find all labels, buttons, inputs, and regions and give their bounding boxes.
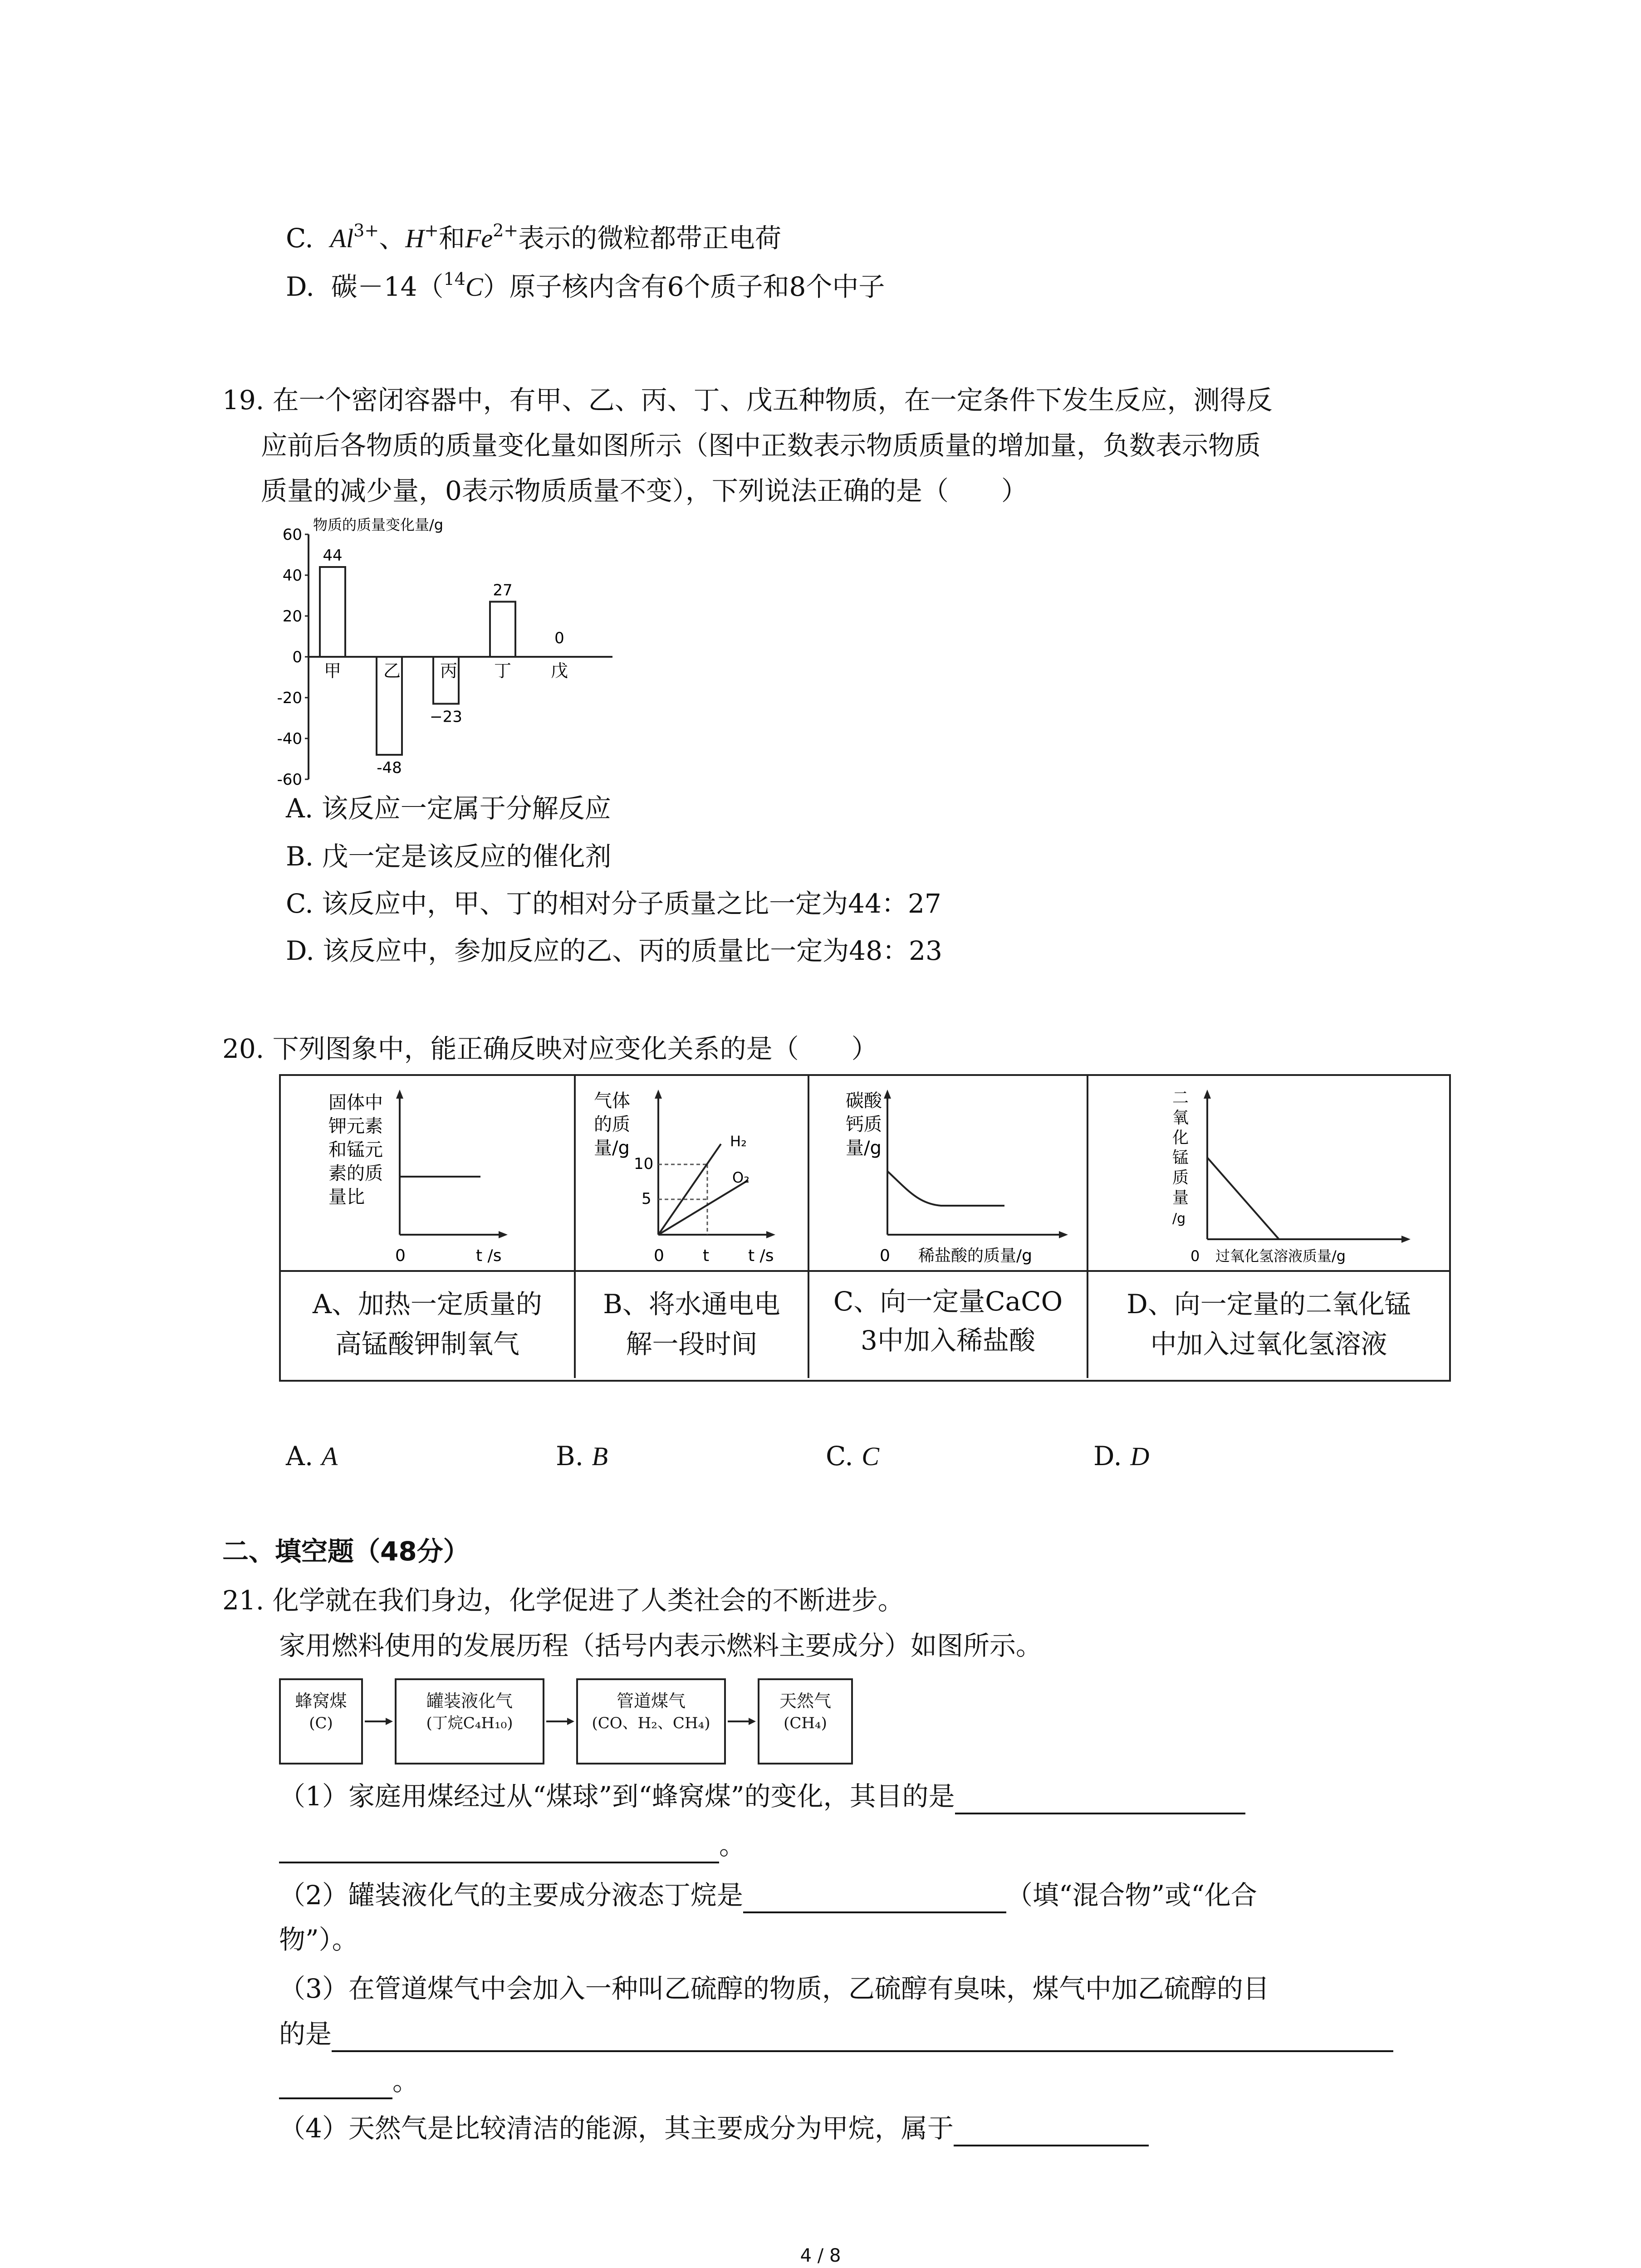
q21-part4: （4）天然气是比较清洁的能源，其主要成分为甲烷，属于	[279, 2110, 1149, 2146]
graph-b-h2-line	[658, 1144, 721, 1235]
caption-cell-c: C、向一定量CaCO 3中加入稀盐酸	[809, 1272, 1088, 1378]
category-label-3: 丁	[494, 661, 512, 681]
data-label-1: -48	[377, 759, 402, 777]
q18-option-c: C. $Al^{3+}$、H+和$Fe^{2+}$表示的微粒都带正电荷	[286, 220, 782, 254]
section2-title: 二、填空题（48分）	[222, 1536, 470, 1567]
bar-chart	[254, 517, 626, 789]
q21-part3-end: 。	[279, 2063, 419, 2099]
q19-stem-line2: 应前后各物质的质量变化量如图所示（图中正数表示物质质量的增加量，负数表示物质	[261, 430, 1261, 461]
q19-stem-line3: 质量的减少量，0表示物质质量不变），下列说法正确的是（ ）	[261, 475, 1028, 506]
y-tick-label-6: -60	[277, 771, 302, 789]
q21-blank-2[interactable]	[743, 1884, 1006, 1913]
category-label-4: 戊	[550, 661, 568, 681]
graph-cell-b	[576, 1076, 809, 1272]
svg-text:量/g: 量/g	[846, 1138, 882, 1158]
y-tick-label-0: 60	[282, 526, 302, 544]
y-tick-label-2: 20	[282, 607, 302, 626]
svg-text:t /s: t /s	[748, 1246, 774, 1265]
y-tick-label-4: -20	[277, 689, 302, 707]
category-label-1: 乙	[383, 661, 401, 681]
svg-text:0: 0	[1190, 1247, 1200, 1265]
q21-blank-3a[interactable]	[332, 2023, 1393, 2052]
q21-part1: （1）家庭用煤经过从“煤球”到“蜂窝煤”的变化，其目的是	[279, 1778, 1245, 1814]
q21-blank-1a[interactable]	[955, 1785, 1245, 1814]
svg-text:化: 化	[1172, 1129, 1189, 1147]
svg-text:H₂: H₂	[730, 1133, 747, 1150]
page-number: 4 / 8	[800, 2245, 841, 2266]
svg-text:0: 0	[880, 1246, 890, 1265]
caption-cell-a: A、加热一定质量的 高锰酸钾制氧气	[281, 1272, 576, 1378]
svg-text:素的质: 素的质	[328, 1163, 383, 1184]
svg-text:钙质: 钙质	[846, 1114, 882, 1135]
svg-text:固体中: 固体中	[328, 1092, 383, 1113]
svg-text:0: 0	[395, 1246, 406, 1265]
q20-option-c[interactable]: C. C	[826, 1441, 879, 1471]
svg-text:量/g: 量/g	[594, 1138, 630, 1158]
q21-line1: 21. 化学就在我们身边，化学促进了人类社会的不断进步。	[222, 1585, 904, 1616]
y-tick-label-5: -40	[277, 730, 302, 748]
q21-part3-cont: 的是	[279, 2016, 1393, 2052]
data-label-2: −23	[430, 708, 462, 726]
q18-option-d: D. 碳－14（$^{14}$C）原子核内含有6个质子和8个中子	[286, 269, 885, 302]
q19-stem-line1: 19. 在一个密闭容器中，有甲、乙、丙、丁、戊五种物质，在一定条件下发生反应，测得反	[222, 385, 1273, 415]
svg-text:锰: 锰	[1172, 1149, 1189, 1167]
svg-text:量: 量	[1172, 1188, 1189, 1207]
flow-arrow-1	[363, 1715, 395, 1728]
q21-part2: （2）罐装液化气的主要成分液态丁烷是 （填“混合物”或“化合	[279, 1877, 1257, 1913]
data-label-4: 0	[554, 629, 564, 647]
bar-0	[320, 567, 345, 657]
graph-cell-a	[281, 1076, 576, 1272]
svg-text:/g: /g	[1172, 1211, 1186, 1227]
flow-box-3: 管道煤气 (CO、H₂、CH₄)	[576, 1678, 726, 1765]
svg-text:和锰元: 和锰元	[328, 1139, 383, 1160]
q19-option-b[interactable]: B. 戊一定是该反应的催化剂	[286, 841, 612, 872]
graph-a	[281, 1076, 574, 1270]
svg-text:碳酸: 碳酸	[846, 1090, 882, 1111]
caption-cell-d: D、向一定量的二氧化锰 中加入过氧化氢溶液	[1127, 1289, 1411, 1359]
q21-blank-4[interactable]	[954, 2117, 1149, 2146]
fuel-flow-diagram	[279, 1678, 842, 1769]
y-axis-label: 物质的质量变化量/g	[313, 517, 444, 533]
flow-box-2: 罐装液化气 (丁烷C₄H₁₀)	[395, 1678, 544, 1765]
q20-option-b[interactable]: B. B	[556, 1441, 608, 1471]
graph-b-o2-line	[658, 1180, 748, 1235]
svg-text:10: 10	[634, 1155, 654, 1173]
q19-option-c[interactable]: C. 该反应中，甲、丁的相对分子质量之比一定为44：27	[286, 888, 941, 919]
q20-option-d[interactable]: D. D	[1093, 1441, 1150, 1471]
svg-text:量比: 量比	[328, 1187, 365, 1207]
svg-text:过氧化氢溶液质量/g: 过氧化氢溶液质量/g	[1215, 1247, 1346, 1265]
flow-arrow-2	[544, 1715, 576, 1728]
svg-text:0: 0	[654, 1246, 664, 1265]
q21-line2: 家用燃料使用的发展历程（括号内表示燃料主要成分）如图所示。	[279, 1630, 1043, 1661]
svg-text:气体: 气体	[594, 1090, 630, 1111]
q19-option-d[interactable]: D. 该反应中，参加反应的乙、丙的质量比一定为48：23	[286, 935, 942, 966]
graph-b	[576, 1076, 808, 1270]
svg-text:钾元素: 钾元素	[328, 1116, 383, 1137]
svg-text:O₂: O₂	[732, 1169, 750, 1186]
svg-text:氧: 氧	[1172, 1109, 1189, 1127]
q21-part1-cont: 。	[279, 1827, 745, 1863]
flow-box-4: 天然气 (CH₄)	[758, 1678, 853, 1765]
graph-c	[809, 1076, 1087, 1270]
q20-table	[279, 1074, 1451, 1382]
svg-text:稀盐酸的质量/g: 稀盐酸的质量/g	[918, 1246, 1032, 1265]
data-label-3: 27	[493, 581, 513, 600]
svg-text:t: t	[703, 1246, 710, 1265]
category-label-0: 甲	[323, 661, 342, 681]
data-label-0: 44	[323, 547, 343, 565]
q20-option-a[interactable]: A. A	[286, 1441, 338, 1471]
graph-c-curve	[887, 1171, 1004, 1206]
svg-text:t /s: t /s	[476, 1246, 502, 1265]
svg-text:的质: 的质	[594, 1114, 630, 1135]
graph-cell-d	[1088, 1076, 1449, 1272]
graph-d	[1088, 1076, 1447, 1270]
graph-d-line	[1207, 1158, 1279, 1239]
flow-box-1: 蜂窝煤 (C)	[279, 1678, 363, 1765]
flow-arrow-3	[726, 1715, 758, 1728]
caption-cell-b: B、将水通电电 解一段时间	[576, 1272, 809, 1378]
q21-part2-cont: 物”）。	[279, 1924, 358, 1955]
svg-text:质: 质	[1172, 1168, 1189, 1187]
category-label-2: 丙	[440, 661, 458, 681]
q20-stem: 20. 下列图象中，能正确反映对应变化关系的是（ ）	[222, 1033, 878, 1064]
svg-text:5: 5	[642, 1190, 652, 1208]
y-tick-label-3: 0	[292, 648, 302, 666]
q21-part3: （3）在管道煤气中会加入一种叫乙硫醇的物质，乙硫醇有臭味，煤气中加乙硫醇的目	[279, 1973, 1269, 2004]
q21-blank-1b[interactable]	[279, 1834, 719, 1863]
q19-option-a[interactable]: A. 该反应一定属于分解反应	[286, 793, 611, 824]
svg-text:二: 二	[1172, 1089, 1189, 1107]
y-tick-label-1: 40	[282, 567, 302, 585]
q21-blank-3b[interactable]	[279, 2070, 392, 2099]
graph-cell-c	[809, 1076, 1088, 1272]
bar-3	[490, 602, 515, 657]
